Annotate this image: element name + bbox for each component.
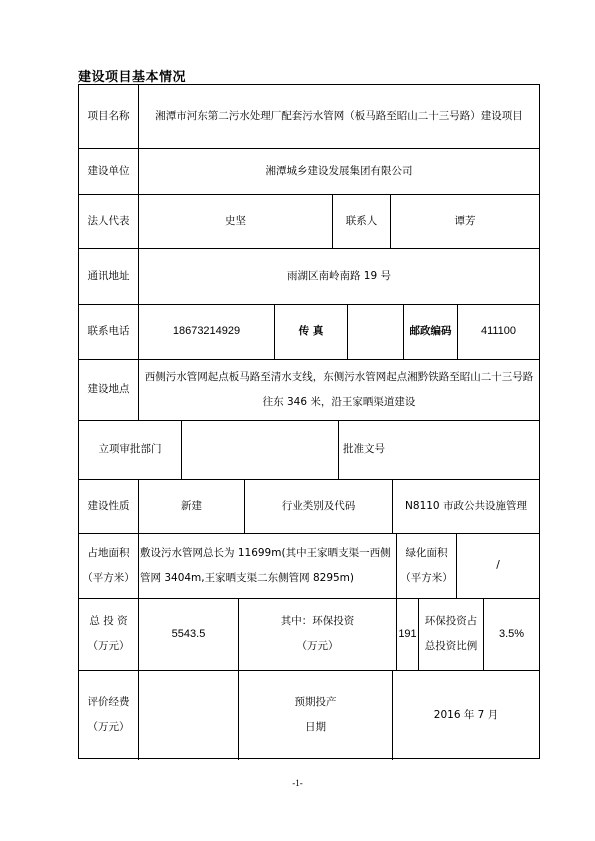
postcode-label: 邮政编码	[409, 325, 452, 337]
green-area-value: /	[496, 559, 500, 571]
project-info-table	[78, 84, 540, 759]
page-number: -1-	[292, 778, 303, 788]
production-date-label	[239, 670, 392, 760]
area-label	[79, 533, 138, 598]
project-name-label: 项目名称	[87, 110, 130, 122]
production-date-label-line1: 预期投产	[294, 696, 337, 708]
postcode-value: 411100	[480, 325, 517, 337]
eval-fee-label-line1: 评价经费	[87, 696, 130, 708]
legal-rep-label: 法人代表	[87, 214, 130, 227]
approval-doc-value	[405, 420, 539, 479]
industry-value: N8110 市政公共设施管理	[405, 499, 527, 512]
section-heading: 建设项目基本情况	[78, 70, 187, 85]
env-ratio-label-line1: 环保投资占	[424, 615, 478, 627]
phone-label: 联系电话	[87, 325, 130, 337]
production-date-label-line2: 日期	[305, 721, 326, 733]
nature-label: 建设性质	[87, 499, 130, 512]
industry-label: 行业类别及代码	[281, 499, 356, 512]
builder-value: 湘潭城乡建设发展集团有限公司	[265, 164, 413, 177]
location-value: 西侧污水管网起点板马路至清水支线，东侧污水管网起点湘黔铁路至昭山二十三号路往东 346 米，沿王家晒渠道建设	[144, 370, 534, 408]
approval-doc-label: 批准文号	[343, 443, 385, 455]
green-area-label-line1: 绿化面积	[405, 546, 448, 559]
contact-value: 谭芳	[454, 214, 476, 227]
area-value: 敷设污水管网总长为 11699m(其中王家晒支渠一西侧管网 3404m,王家晒支渠二东侧管网 8295m)	[140, 546, 391, 584]
investment-label-line2: （万元）	[87, 640, 130, 652]
investment-label	[79, 598, 138, 670]
address-value: 雨湖区南岭南路 19 号	[286, 269, 392, 282]
production-date-value: 2016 年 7 月	[433, 708, 499, 721]
fax-label: 传 真	[298, 325, 324, 337]
contact-label: 联系人	[345, 214, 378, 227]
builder-label: 建设单位	[87, 164, 130, 177]
eval-fee-value	[139, 670, 238, 760]
env-ratio-value: 3.5%	[498, 627, 525, 640]
address-label: 通讯地址	[87, 269, 130, 282]
project-name-value: 湘潭市河东第二污水处理厂配套污水管网（板马路至昭山二十三号路）建设项目	[155, 110, 523, 122]
green-area-label	[397, 533, 456, 598]
investment-label-line1: 总 投 资	[89, 615, 128, 627]
phone-value: 18673214929	[172, 325, 241, 337]
env-investment-label-line1: 其中：环保投资	[280, 615, 355, 627]
eval-fee-label-line2: （万元）	[87, 721, 130, 733]
area-label-line2: （平方米）	[82, 571, 135, 584]
approval-dept-value	[182, 420, 338, 479]
approval-dept-label: 立项审批部门	[98, 443, 162, 455]
nature-value: 新建	[181, 499, 202, 512]
green-area-label-line2: （平方米）	[400, 571, 453, 584]
eval-fee-label	[79, 670, 138, 760]
env-investment-label	[239, 598, 396, 670]
env-ratio-label	[419, 598, 483, 670]
env-investment-value: 191	[398, 627, 417, 640]
env-investment-label-line2: （万元）	[296, 640, 339, 652]
investment-value: 5543.5	[171, 627, 206, 640]
legal-rep-value: 史坚	[225, 214, 246, 227]
location-label: 建设地点	[87, 383, 130, 395]
area-label-line1: 占地面积	[87, 546, 130, 559]
env-ratio-label-line2: 总投资比例	[424, 640, 478, 652]
fax-value	[348, 304, 403, 359]
